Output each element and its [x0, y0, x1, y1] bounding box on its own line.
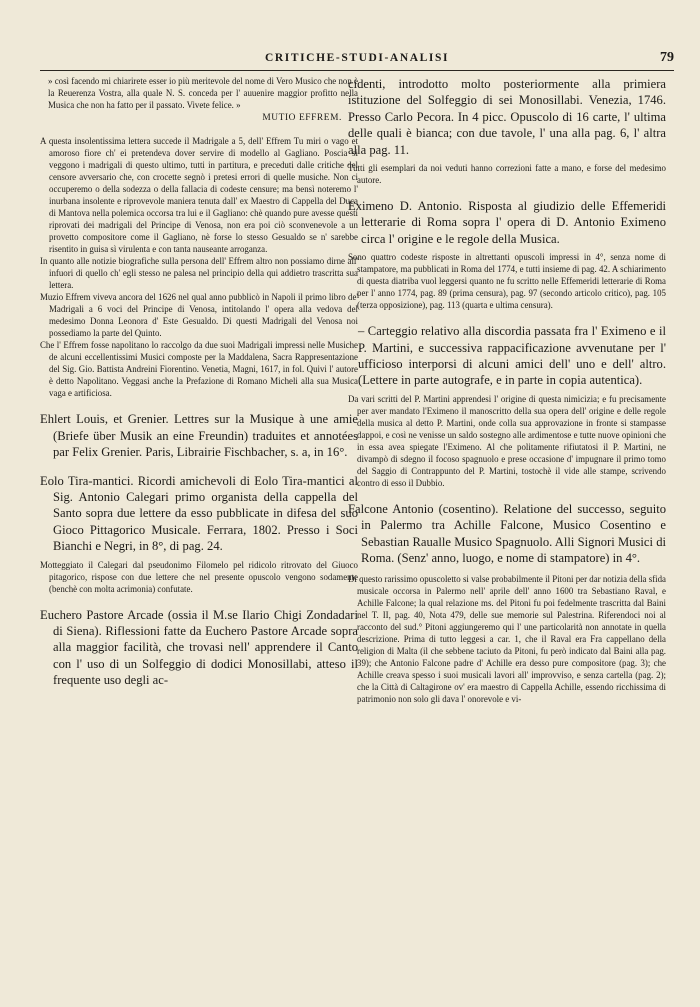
- page-number: 79: [660, 50, 674, 65]
- letter-quote: » così facendo mi chiarirete esser io più meritevole del nome di Vero Musico che non è la Reuerenza Vostra, alla quale N. S. conceda per l' auuenire maggior profitto nella Musica che non ha fatto per il passato. Vivete felice. »: [48, 76, 358, 110]
- entry-continuation: cidenti, introdotto molto posteriormente alla primiera istituzione del Solfeggio di sei Monosillabi. Venezia, 1746. Presso Carlo Pecora. In 4 picc. Opuscolo di 16 carte, l' ultima delle quali è bianca; con due tavole, l' una alla pag. 6, l' altra alla pag. 11.: [348, 77, 666, 157]
- bibliography-entry: Euchero Pastore Arcade (ossia il M.se Ilario Chigi Zondadari di Siena). Riflessioni fatte da Euchero Pastore Arcade sopra alla maggior facilità, che trovasi nell' apprendere il Canto con l' uso di un Solfeggio di dodici Monosillabi, atteso il frequente uso degli ac-: [40, 607, 358, 688]
- entry-note: Sono quattro codeste risposte in altrettanti opuscoli impressi in 4°, senza nome di stampatore, ma pubblicati in Roma del 1774, e tutti insieme di pag. 42. A schiarimento di questa diatriba vuol leggersi quanto ne fu scritto nelle Effemeridi letterarie di Roma per l' anno 1774, pag. 89 (prima censura), pag. 97 (secondo articolo critico), pag. 105 (terza opposizione), pag. 113 (quarta e ultima censura).: [348, 252, 666, 311]
- entry-note: Di questo rarissimo opuscoletto si valse probabilmente il Pitoni per dar notizia della sfida musicale occorsa in Palermo nell' aprile dell' anno 1600 tra Sebastiano Raval, e Achille Falcone; la qual relazione ms. del Pitoni fu poi fedelmente trascritta dal Baini nel T. II, pag. 40, Nota 479, delle sue memorie sul Palestrina. Riferendoci noi al racconto del sud.° Pitoni aggiungeremo qui l' une particolarità non annotate in quella descrizione. Prima di tutto leggesi a car. 1, che il Raval era Fra cappellano della religion di Malta (il che sebbene taciuto da Pitoni, fu però indicato dal Baini alla pag. 39); che Antonio Falcone padre d' Achille era desso pure compositore (pag. 3); che Achille creava spesso i suoi musicali lavori all' improvviso, e senza cartella (pag. 2); che la Città di Caltagirone ov' era maestro di Cappella Achille, essendo ricchissima di patrimonio non solo gli dava l' onorevole e vi-: [348, 573, 666, 704]
- bibliography-entry: Eolo Tira-mantici. Ricordi amichevoli di Eolo Tira-mantici al Sig. Antonio Calegari primo organista della cappella del Santo sopra due lettere da esso pubblicate in difesa del suo Gioco Pittagorico Musicale. Ferrara, 1802. Presso i Soci Bianchi e Negri, in 8°, di pag. 24.: [40, 473, 358, 554]
- running-header: [40, 50, 674, 71]
- bibliography-entry: Falcone Antonio (cosentino). Relatione del successo, seguito in Palermo tra Achille Falcone, Musico Cosentino e Sebastian Raualle Musico Spagnuolo. Alli Signori Musici di Roma. (Senz' anno, luogo, e nome di stampatore) in 4°.: [348, 501, 666, 566]
- letter-signature: MUTIO EFFREM.: [262, 113, 342, 124]
- bibliography-entry: Eximeno D. Antonio. Risposta al giudizio delle Effemeridi letterarie di Roma sopra l' opera di D. Antonio Eximeno circa l' origine e le regole della Musica.: [348, 199, 666, 246]
- paragraph: Muzio Effrem viveva ancora del 1626 nel qual anno pubblicò in Napoli il primo libro de' Madrigali a 6 voci del Principe di Venosa, intitolando l' opera alla vedova del medesimo Donna Leonora d' Este Gesualdo. Di questi Madrigali del Venosa noi possediamo la parte del Quinto.: [40, 292, 358, 339]
- bibliography-entry: Ehlert Louis, et Grenier. Lettres sur la Musique à une amie (Briefe über Musik an eine Freundin) traduites et annotées par Felix Grenier. Paris, Librairie Fischbacher, s. a, in 16°.: [40, 412, 358, 460]
- right-column: [348, 76, 666, 705]
- paragraph: Che l' Effrem fosse napolitano lo raccolgo da due suoi Madrigali impressi nelle Musiche de alcuni eccellentissimi Musici composte per la Maddalena, Sacra Rappresentazione del Sig. Gio. Battista Andreini Fiorentino. Venetia, Magni, 1617, in fol. Quivi l' autore è detto Napolitano. Veggasi anche la Prefazione di Romano Micheli alla sua Musica vaga e artificiosa.: [40, 340, 358, 399]
- left-column: [40, 76, 358, 689]
- entry-note: Da vari scritti del P. Martini apprendesi l' origine di questa nimicizia; e fu precisamente per aver mandato l'Eximeno il manoscritto della sua opera dell' origine e delle regole della musica al detto P. Martini, onde colla sua approvazione in fronte si stampasse dappoi, e così ne venisse un saldo sostegno alle ardimentose e tutte nuove opinioni che in essa avea spiegate l'Eximeno. Al che politamente rifiutatosi il P. Martini, ne divampò di sdegno il focoso spagnuolo e prese occasione d' impugnare il primo tomo del Saggio di Contrappunto del P. Martini, tostochè il vide alle stampe, scrivendo contro di esso il Dubbio.: [348, 393, 666, 488]
- entry-note: Tutti gli esemplari da noi veduti hanno correzioni fatte a mano, e forse del medesimo autore.: [348, 163, 666, 186]
- paragraph: A questa insolentissima lettera succede il Madrigale a 5, dell' Effrem Tu miri o vago et amoroso fiore ch' ei pretendeva dover servire di modello al Gagliano. Poscia si veggono i madrigali di questo ultimo, tutti in partitura, e preceduti dalle critiche del censore avversario che, con crocette segnò i pretesi errori di quelle musiche. Non ci occuperemo o della sodezza o della fallacia di codeste censure; ma bensì noteremo l' inurbana insolente e riprovevole maniera tenuta dall' ex Maestro di Cappella del Duca di Mantova nella polemica occorsa tra lui e il Gagliano: chè quando pure avesse questi riprovati dei madrigali del Principe di Venosa, non era poi ciò sconvenevole a un provetto compositore come il Gagliano, nè forse lo stesso Gesualdo se n' sarebbe risentito in guisa sì virulenta e con tanta nauseante arroganza.: [40, 136, 358, 255]
- running-title: CRITICHE-STUDI-ANALISI: [264, 52, 450, 64]
- entry-note: Motteggiato il Calegari dal pseudonimo Filomelo pel ridicolo ritrovato del Giuoco pitagorico, rispose con due lettere che nel presente opuscolo vengono sodamente (benchè con molta acrimonia) confutate.: [40, 559, 358, 594]
- paragraph: In quanto alle notizie biografiche sulla persona dell' Effrem altro non possiamo dirne all' infuori di quello ch' egli stesso ne palesa nel principio della qui addietro trascritta sua lettera.: [40, 256, 358, 291]
- bibliography-entry: – Carteggio relativo alla discordia passata fra l' Eximeno e il P. Martini, e successiva rappacificazione avvenutane per l' ufficioso interporsi di alcuni amici dell' uno e dell' altro. (Lettere in parte autografe, e in parte in copia autentica).: [358, 324, 666, 388]
